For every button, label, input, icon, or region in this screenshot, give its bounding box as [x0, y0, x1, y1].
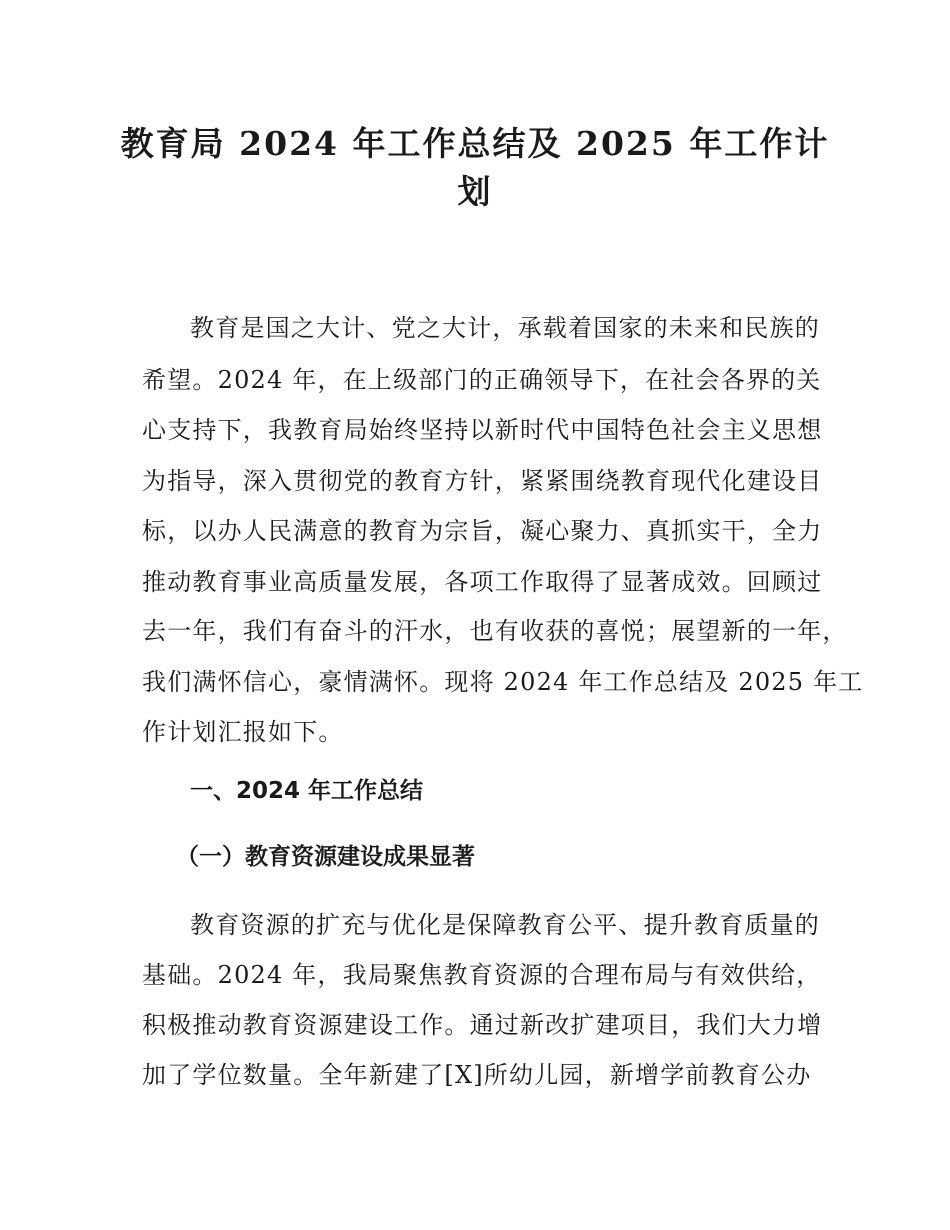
intro-paragraph-line: 作计划汇报如下。 [142, 718, 344, 746]
intro-paragraph-line: 为指导，深入贯彻党的教育方针，紧紧围绕教育现代化建设目 [142, 467, 823, 495]
intro-paragraph-line: 我们满怀信心，豪情满怀。现将 2024 年工作总结及 2025 年工 [142, 668, 864, 696]
body-paragraph-line: 积极推动教育资源建设工作。通过新改扩建项目，我们大力增 [142, 1011, 823, 1039]
document-title-line-1: 教育局 2024 年工作总结及 2025 年工作计 [120, 124, 830, 163]
subsection-heading: （一）教育资源建设成果显著 [176, 844, 475, 870]
body-paragraph-line: 教育资源的扩充与优化是保障教育公平、提升教育质量的 [190, 911, 820, 939]
intro-paragraph-line: 教育是国之大计、党之大计，承载着国家的未来和民族的 [190, 314, 820, 342]
body-paragraph-line: 加了学位数量。全年新建了[X]所幼儿园，新增学前教育公办 [142, 1061, 812, 1089]
intro-paragraph-line: 标，以办人民满意的教育为宗旨，凝心聚力、真抓实干，全力 [142, 517, 823, 545]
intro-paragraph-line: 去一年，我们有奋斗的汗水，也有收获的喜悦；展望新的一年， [142, 617, 848, 645]
intro-paragraph-line: 希望。2024 年，在上级部门的正确领导下，在社会各界的关 [142, 366, 822, 394]
intro-paragraph-line: 心支持下，我教育局始终坚持以新时代中国特色社会主义思想 [142, 416, 823, 444]
document-title-line-2: 划 [457, 172, 493, 211]
section-heading: 一、2024 年工作总结 [190, 778, 424, 804]
intro-paragraph-line: 推动教育事业高质量发展，各项工作取得了显著成效。回顾过 [142, 568, 823, 596]
body-paragraph-line: 基础。2024 年，我局聚焦教育资源的合理布局与有效供给， [142, 961, 822, 989]
